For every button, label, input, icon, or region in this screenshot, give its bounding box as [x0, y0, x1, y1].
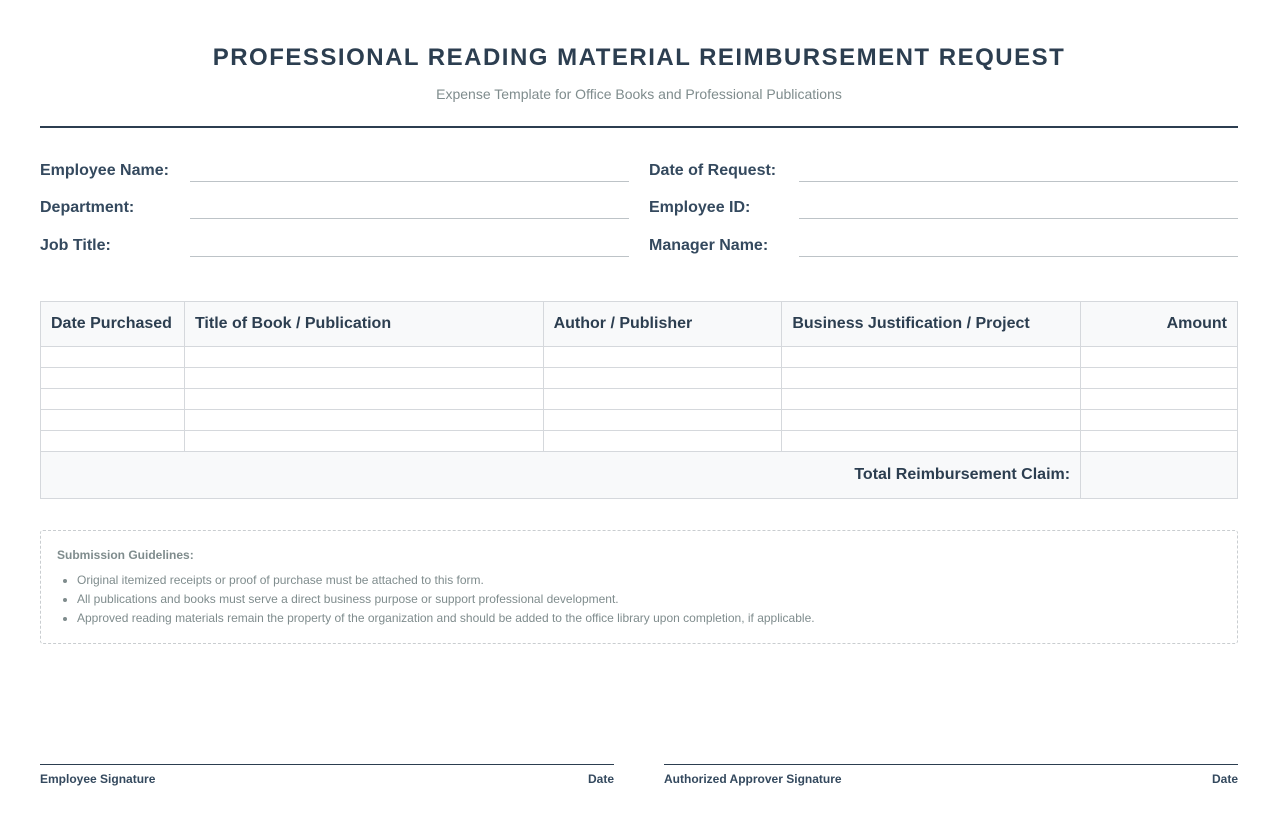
- total-amount-cell[interactable]: [1081, 452, 1238, 499]
- cell-date[interactable]: [41, 368, 185, 389]
- cell-justification[interactable]: [782, 431, 1081, 452]
- list-item: • Original itemized receipts or proof of purchase must be attached to this form.: [77, 571, 815, 590]
- cell-title[interactable]: [184, 410, 543, 431]
- job-title-label: Job Title:: [40, 237, 111, 254]
- manager-name-field[interactable]: [649, 236, 1238, 264]
- cell-date[interactable]: [41, 347, 185, 368]
- list-item: • All publications and books must serve a direct business purpose or support professional development.: [77, 590, 815, 609]
- cell-title[interactable]: [184, 368, 543, 389]
- cell-justification[interactable]: [782, 368, 1081, 389]
- date-of-request-field[interactable]: [649, 161, 1238, 189]
- cell-amount[interactable]: [1081, 347, 1238, 368]
- cell-justification[interactable]: [782, 347, 1081, 368]
- cell-author[interactable]: [543, 389, 782, 410]
- manager-name-label: Manager Name:: [649, 237, 769, 254]
- submission-guidelines: [40, 530, 1238, 644]
- employee-id-field[interactable]: [649, 198, 1238, 226]
- column-header-author: Author / Publisher: [543, 302, 782, 347]
- approver-signature-block[interactable]: [664, 764, 1238, 794]
- cell-author[interactable]: [543, 410, 782, 431]
- department-input-line[interactable]: [190, 218, 629, 219]
- column-header-date-purchased: Date Purchased: [41, 302, 185, 347]
- employee-name-input-line[interactable]: [190, 181, 629, 182]
- total-row: [41, 452, 1238, 499]
- form-title: PROFESSIONAL READING MATERIAL REIMBURSEMENT REQUEST: [212, 44, 1066, 71]
- list-item: • Approved reading materials remain the property of the organization and should be added to the office library upon completion, if applicable.: [77, 609, 815, 628]
- table-row: [41, 410, 1238, 431]
- cell-title[interactable]: [184, 347, 543, 368]
- cell-date[interactable]: [41, 431, 185, 452]
- department-field[interactable]: [40, 198, 629, 226]
- manager-name-input-line[interactable]: [799, 256, 1238, 257]
- employee-signature-line[interactable]: [40, 764, 614, 765]
- employee-name-field[interactable]: [40, 161, 629, 189]
- guidelines-list: [57, 571, 815, 628]
- employee-signature-label: Employee Signature: [40, 772, 156, 786]
- department-label: Department:: [40, 199, 135, 216]
- employee-name-label: Employee Name:: [40, 162, 169, 179]
- header-divider: [40, 126, 1238, 128]
- job-title-input-line[interactable]: [190, 256, 629, 257]
- table-row: [41, 347, 1238, 368]
- cell-title[interactable]: [184, 389, 543, 410]
- date-of-request-input-line[interactable]: [799, 181, 1238, 182]
- cell-author[interactable]: [543, 368, 782, 389]
- approver-signature-label: Authorized Approver Signature: [664, 772, 842, 786]
- column-header-amount: Amount: [1081, 302, 1238, 347]
- employee-id-label: Employee ID:: [649, 199, 751, 216]
- date-of-request-label: Date of Request:: [649, 162, 777, 179]
- total-label: Total Reimbursement Claim:: [41, 452, 1081, 499]
- job-title-field[interactable]: [40, 236, 629, 264]
- cell-amount[interactable]: [1081, 368, 1238, 389]
- cell-date[interactable]: [41, 410, 185, 431]
- guidelines-title: Submission Guidelines:: [57, 548, 194, 562]
- approver-signature-line[interactable]: [664, 764, 1238, 765]
- cell-amount[interactable]: [1081, 389, 1238, 410]
- expense-table: [40, 301, 1238, 499]
- cell-date[interactable]: [41, 389, 185, 410]
- column-header-justification: Business Justification / Project: [782, 302, 1081, 347]
- employee-id-input-line[interactable]: [799, 218, 1238, 219]
- cell-author[interactable]: [543, 431, 782, 452]
- cell-title[interactable]: [184, 431, 543, 452]
- cell-amount[interactable]: [1081, 431, 1238, 452]
- table-header-row: [41, 302, 1238, 347]
- employee-signature-block[interactable]: [40, 764, 614, 794]
- column-header-title: Title of Book / Publication: [184, 302, 543, 347]
- table-row: [41, 389, 1238, 410]
- approver-signature-date-label: Date: [1211, 772, 1238, 786]
- table-row: [41, 368, 1238, 389]
- cell-justification[interactable]: [782, 389, 1081, 410]
- table-row: [41, 431, 1238, 452]
- form-subtitle: Expense Template for Office Books and Professional Publications: [436, 86, 842, 102]
- cell-author[interactable]: [543, 347, 782, 368]
- employee-signature-date-label: Date: [587, 772, 614, 786]
- cell-justification[interactable]: [782, 410, 1081, 431]
- cell-amount[interactable]: [1081, 410, 1238, 431]
